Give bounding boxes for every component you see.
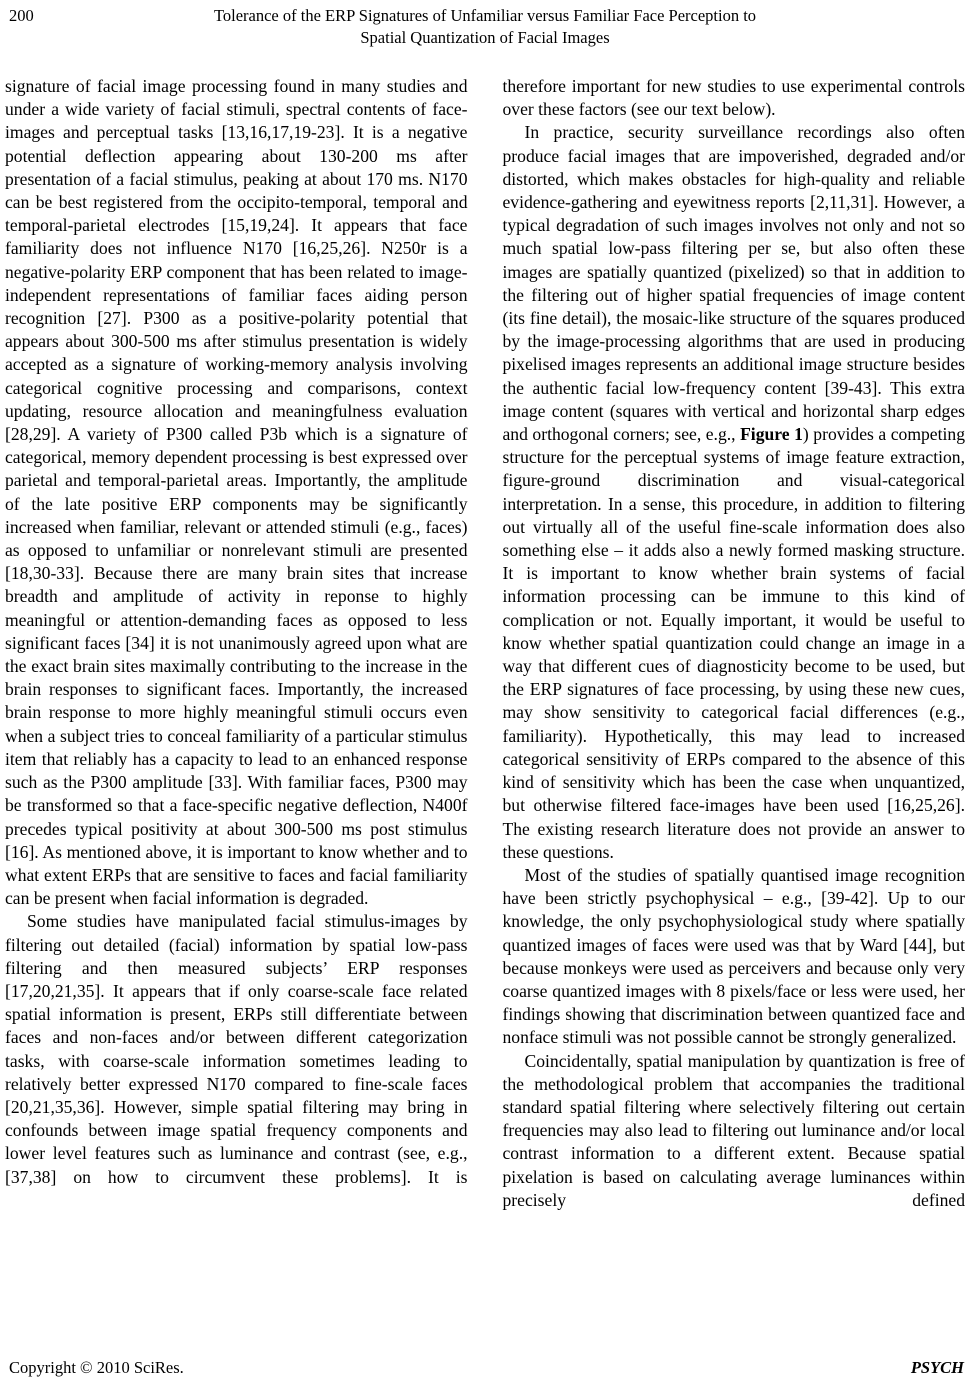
paragraph	[503, 1050, 966, 1212]
paragraph	[5, 75, 468, 910]
paragraph	[503, 864, 966, 1050]
running-title	[105, 5, 865, 49]
running-title-line-2: Spatial Quantization of Facial Images	[360, 28, 610, 47]
text-run: Some studies have manipulated facial stimulus-images by filtering out detailed (facial) information by spatial low-pass filtering and then measured subjects’ ERP responses [17,20,21,35]. It appears that if only coarse-scale face related spatial information is present, ERPs still differentiate between faces and non-faces and/or between different categorization tasks, with coarse-scale information sometimes leading to relatively better expressed N170 compared to fine-scale faces [20,21,35,36]. However, simple spatial filtering may bring in confounds between image spatial frequency components and lower level features such as luminance and contrast (see, e.g., [37,38] on how to circumvent these problems]. It is	[5, 911, 468, 1187]
bold-text-run: Figure 1	[740, 424, 803, 445]
text-run: therefore important for new studies to use experimental controls over these factors (see our text below).	[502, 76, 965, 120]
column-left	[5, 75, 468, 1212]
footer-journal-name: PSYCH	[910, 1358, 964, 1377]
text-run: ) provides a competing structure for the perceptual systems of image feature extraction, figure-ground discrimination and visual-categorical interpretation. In a sense, this procedure, in addition to filtering out virtually all of the useful fine-scale information does also something else – it adds also a newly formed masking structure. It is important to know whether brain systems of facial information processing can be immune to this kind of complication or not. Equally important, it would be useful to know whether spatial quantization could change an image in a way that different cues of diagnosticity become to be used, but the ERP signatures of face processing, by using these new cues, may show sensitivity to categorical facial differences (e.g., familiarity). Hypothetically, this may lead to increased categorical sensitivity of ERPs compared to the absence of this kind of sensitivity which has been the case when unquantized, but otherwise filtered face-images have been used [16,25,26]. The existing research literature does not provide an answer to these questions.	[502, 424, 965, 862]
column-right	[503, 75, 966, 1212]
text-run: signature of facial image processing found in many studies and under a wide variety of facial stimuli, spectral contents of face-images and perceptual tasks [13,16,17,19-23]. It is a negative potential deflection appearing about 130-200 ms after presentation of a facial stimulus, peaking at about 170 ms. N170 can be best registered from the occipito-temporal, temporal and temporal-parietal electrodes [15,19,24]. It appears that face familiarity does not influence N170 [16,25,26]. N250r is a negative-polarity ERP component that has been related to image-independent representations of familiar faces aiding person recognition [27]. P300 as a positive-polarity potential that appears about 300-500 ms after stimulus presentation is widely accepted as a signature of working-memory analysis involving categorical cognitive processing and comparisons, context updating, resource allocation and meaningfulness evaluation [28,29]. A variety of P300 called P3b which is a signature of categorical, memory dependent processing is best expressed over parietal and temporal-parietal areas. Importantly, the amplitude of the late positive ERP components may be significantly increased when familiar, relevant or attended stimuli (e.g., faces) as opposed to unfamiliar or nonrelevant stimuli are presented [18,30-33]. Because there are many brain sites that increase breadth and amplitude of activity in reponse to highly meaningful or attention-demanding faces as opposed to less significant faces [34] it is not unanimously agreed upon what are the exact brain sites maximally contributing to the increase in the brain responses to significant faces. Importantly, the increased brain response to more highly meaningful stimuli occurs even when a subject tries to conceal familiarity of a particular stimulus item that reliably has a capacity to lead to an enhanced response such as the P300 amplitude [33]. With familiar faces, P300 may be transformed so that a face-specific negative deflection, N400f precedes typical positivity at about 300-500 ms post stimulus [16]. As mentioned above, it is important to know whether and to what extent ERPs that are sensitive to faces and facial familiarity can be present when facial information is degraded.	[5, 76, 468, 909]
footer-copyright: Copyright © 2010 SciRes.	[9, 1358, 184, 1377]
text-run: Most of the studies of spatially quantised image recognition have been strictly psychophysical – e.g., [39-42]. Up to our knowledge, the only psychophysiological study where spatially quantized images of faces were used was that by Ward [44], but because monkeys were used as perceivers and because only very coarse quantized images with 8 pixels/face or less were used, her findings showing that discrimination between quantized face and nonface stimuli was not possible cannot be strongly generalized.	[502, 864, 965, 1048]
paragraph	[5, 910, 468, 1188]
page-header	[0, 0, 970, 49]
paragraph	[503, 75, 966, 121]
text-run: In practice, security surveillance recordings also often produce facial images that are impoverished, degraded and/or distorted, which makes obstacles for high-quality and reliable evidence-gathering and eyewitness reports [2,11,31]. However, a typical degradation of such images involves not only and not so much spatial low-pass filtering per se, but also often these images are spatially quantized (pixelized) so that in addition to the filtering out of higher spatial frequencies of image content (its fine detail), the mosaic-like structure of the squares produced by the image-processing algorithms that are used in producing pixelised images represents an additional image structure besides the authentic facial low-frequency content [39-43]. This extra image content (squares with vertical and horizontal sharp edges and orthogonal corners; see, e.g.,	[502, 122, 965, 445]
text-run: Coincidentally, spatial manipulation by quantization is free of the methodological problem that accompanies the traditional standard spatial filtering where selectively filtering out certain frequencies may also lead to filtering out luminance and/or local contrast information to a different extent. Because spatial pixelation is based on calculating average luminances within precisely defined	[502, 1050, 965, 1210]
article-body	[0, 75, 970, 1212]
paragraph	[503, 121, 966, 864]
running-title-line-1: Tolerance of the ERP Signatures of Unfamiliar versus Familiar Face Perception to	[213, 6, 757, 25]
page-footer	[9, 1358, 964, 1378]
page-number: 200	[9, 6, 34, 25]
